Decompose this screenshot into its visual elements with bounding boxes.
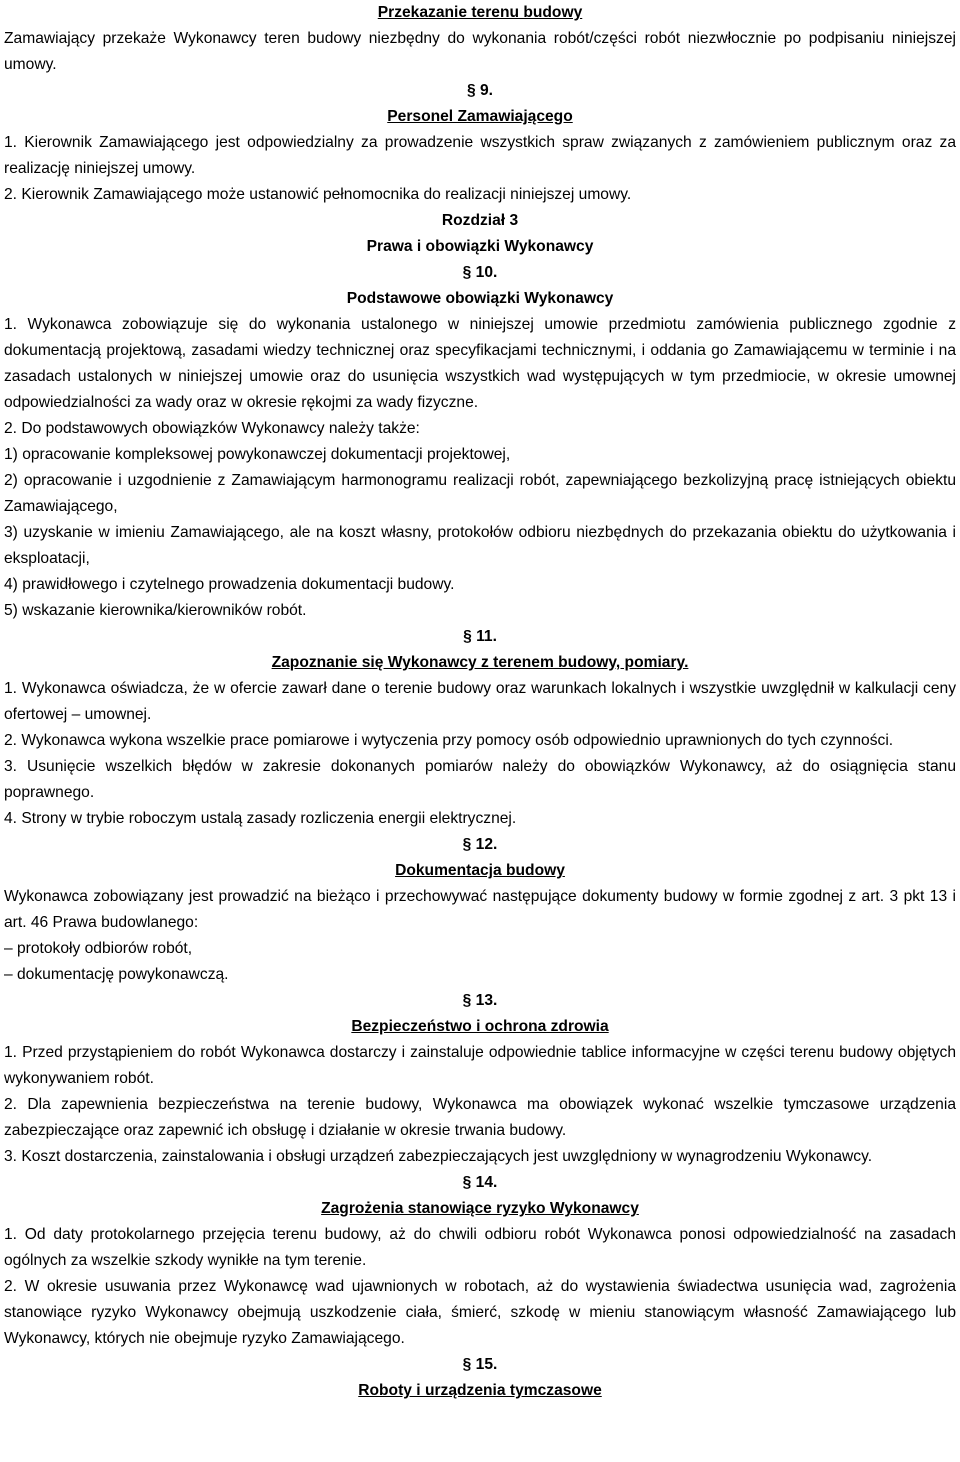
paragraph: 2. Wykonawca wykona wszelkie prace pomiarowe i wytyczenia przy pomocy osób odpowiednio uprawnionych do tych czynności. — [4, 732, 894, 749]
paragraph: 3. Usunięcie wszelkich błędów w zakresie dokonanych pomiarów należy do obowiązków Wykonawcy, aż do osiągnięcia stanu poprawnego. — [4, 758, 956, 801]
paragraph: 3. Koszt dostarczenia, zainstalowania i obsługi urządzeń zabezpieczających jest uwzględniony w wynagrodzeniu Wykonawcy. — [4, 1148, 873, 1165]
section-heading: Przekazanie terenu budowy — [377, 4, 583, 21]
paragraph: 1. Wykonawca zobowiązuje się do wykonania ustalonego w niniejszej umowie przedmiotu zamówienia publicznego zgodnie z dokumentacją projektową, zasadami wiedzy technicznej oraz specyfikacjami technicznymi, i oddania go Zamawiającemu w terminie i na zasadach ustalonych w niniejszej umowie oraz do usunięcia wszystkich wad występujących w tym przedmiocie, w okresie umownej odpowiedzialności za wady oraz w okresie rękojmi za wady fizyczne. — [4, 316, 956, 411]
section-heading: Zapoznanie się Wykonawcy z terenem budowy, pomiary. — [271, 654, 689, 671]
section-number: § 12. — [462, 836, 498, 853]
section-number: § 15. — [462, 1356, 498, 1373]
paragraph: 2. W okresie usuwania przez Wykonawcę wad ujawnionych w robotach, aż do wystawienia świadectwa usunięcia wad, zagrożenia stanowiące ryzyko Wykonawcy obejmują uszkodzenie ciała, śmierć, szkodę w mieniu stanowiącym własność Zamawiającego lub Wykonawcy, których nie obejmuje ryzyko Zamawiającego. — [4, 1278, 956, 1347]
text-line: 5) wskazanie kierownika/kierowników robót. — [4, 602, 307, 619]
section-number: § 13. — [462, 992, 498, 1009]
text-line: 2. Kierownik Zamawiającego może ustanowić pełnomocnika do realizacji niniejszej umowy. — [4, 186, 632, 203]
text-line: – dokumentację powykonawczą. — [4, 966, 229, 983]
text-line: 4. Strony w trybie roboczym ustalą zasady rozliczenia energii elektrycznej. — [4, 810, 517, 827]
paragraph: 1. Kierownik Zamawiającego jest odpowiedzialny za prowadzenie wszystkich spraw związanych z zamówieniem publicznym oraz za realizację niniejszej umowy. — [4, 134, 956, 177]
paragraph: 2. Dla zapewnienia bezpieczeństwa na terenie budowy, Wykonawca ma obowiązek wykonać wszelkie tymczasowe urządzenia zabezpieczające oraz zapewnić ich obsługę i działanie w okresie trwania budowy. — [4, 1096, 956, 1139]
section-heading: Rozdział 3 — [441, 212, 519, 229]
paragraph: 1. Od daty protokolarnego przejęcia terenu budowy, aż do chwili odbioru robót Wykonawca ponosi odpowiedzialność na zasadach ogólnych za wszelkie szkody wynikłe na tym terenie. — [4, 1226, 956, 1269]
section-number: § 10. — [462, 264, 498, 281]
paragraph: Zamawiający przekaże Wykonawcy teren budowy niezbędny do wykonania robót/części robót niezwłocznie po podpisaniu niniejszej umowy. — [4, 30, 956, 73]
section-number: § 9. — [466, 82, 493, 99]
text-line: – protokoły odbiorów robót, — [4, 940, 193, 957]
text-line: 2. Do podstawowych obowiązków Wykonawcy należy także: — [4, 420, 420, 437]
section-heading: Prawa i obowiązki Wykonawcy — [366, 238, 594, 255]
section-heading: Personel Zamawiającego — [387, 108, 573, 125]
paragraph: 1. Przed przystąpieniem do robót Wykonawca dostarczy i zainstaluje odpowiednie tablice informacyjne w części terenu budowy objętych wykonywaniem robót. — [4, 1044, 956, 1087]
text-line: 4) prawidłowego i czytelnego prowadzenia dokumentacji budowy. — [4, 576, 455, 593]
text-line: 1) opracowanie kompleksowej powykonawczej dokumentacji projektowej, — [4, 446, 511, 463]
section-number: § 11. — [463, 628, 497, 645]
section-number: § 14. — [462, 1174, 498, 1191]
paragraph: 2) opracowanie i uzgodnienie z Zamawiającym harmonogramu realizacji robót, zapewniającego bezkolizyjną pracę istniejących obiektu Zamawiającego, — [4, 472, 956, 515]
section-heading: Bezpieczeństwo i ochrona zdrowia — [351, 1018, 609, 1035]
paragraph: 1. Wykonawca oświadcza, że w ofercie zawarł dane o terenie budowy oraz warunkach lokalnych i wszystkie uwzględnił w kalkulacji ceny ofertowej – umownej. — [4, 680, 956, 723]
section-heading: Podstawowe obowiązki Wykonawcy — [346, 290, 614, 307]
section-heading: Roboty i urządzenia tymczasowe — [358, 1382, 602, 1399]
section-heading: Zagrożenia stanowiące ryzyko Wykonawcy — [321, 1200, 639, 1217]
paragraph: Wykonawca zobowiązany jest prowadzić na bieżąco i przechowywać następujące dokumenty budowy w formie zgodnej z art. 3 pkt 13 i art. 46 Prawa budowlanego: — [4, 888, 956, 931]
section-heading: Dokumentacja budowy — [395, 862, 565, 879]
paragraph: 3) uzyskanie w imieniu Zamawiającego, ale na koszt własny, protokołów odbioru niezbędnych do przekazania obiektu do użytkowania i eksploatacji, — [4, 524, 956, 567]
